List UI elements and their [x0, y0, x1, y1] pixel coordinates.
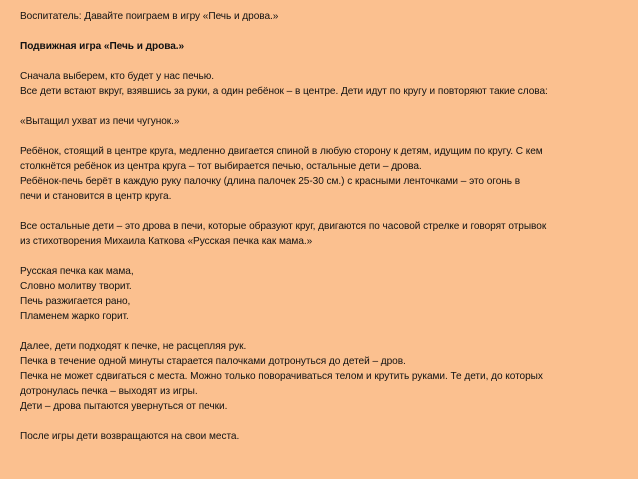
spacer — [20, 54, 628, 69]
spacer — [20, 414, 628, 429]
paragraph-line: Сначала выберем, кто будет у нас печью. — [20, 71, 215, 82]
spacer — [20, 24, 628, 39]
poem-line: Словно молитву творит. — [20, 281, 132, 292]
paragraph-line: из стихотворения Михаила Каткова «Русская печка как мама.» — [20, 236, 313, 247]
paragraph-line: дотронулась печка – выходят из игры. — [20, 386, 198, 397]
paragraph-line: печи и становится в центр круга. — [20, 191, 172, 202]
poem-line: Русская печка как мама, — [20, 266, 134, 277]
paragraph-line: Печка не может сдвигаться с места. Можно только поворачиваться телом и крутить руками. Те дети, до которых — [20, 371, 543, 382]
paragraph-line: Все остальные дети – это дрова в печи, которые образуют круг, двигаются по часовой стрелке и говорят отрывок — [20, 221, 547, 232]
poem-line: Пламенем жарко горит. — [20, 311, 129, 322]
game-heading: Подвижная игра «Печь и дрова.» — [20, 41, 185, 52]
paragraph-line: Дети – дрова пытаются увернуться от печки. — [20, 401, 228, 412]
poem-line: Печь разжигается рано, — [20, 296, 131, 307]
paragraph-line: Ребёнок-печь берёт в каждую руку палочку (длина палочек 25-30 см.) с красными ленточками – это огонь в — [20, 176, 521, 187]
chant-line: «Вытащил ухват из печи чугунок.» — [20, 116, 180, 127]
spacer — [20, 204, 628, 219]
intro-line: Воспитатель: Давайте поиграем в игру «Печь и дрова.» — [20, 11, 279, 22]
spacer — [20, 249, 628, 264]
paragraph-line: Далее, дети подходят к печке, не расцепляя рук. — [20, 341, 247, 352]
paragraph-line: Все дети встают вкруг, взявшись за руки, а один ребёнок – в центре. Дети идут по кругу и повторяют такие слова: — [20, 86, 548, 97]
paragraph-line: Печка в течение одной минуты старается палочками дотронуться до детей – дров. — [20, 356, 406, 367]
paragraph-line: Ребёнок, стоящий в центре круга, медленно двигается спиной в любую сторону к детям, идущим по кругу. С кем — [20, 146, 543, 157]
spacer — [20, 324, 628, 339]
paragraph-line: столкнётся ребёнок из центра круга – тот выбирается печью, остальные дети – дрова. — [20, 161, 422, 172]
closing-line: После игры дети возвращаются на свои места. — [20, 431, 240, 442]
spacer — [20, 99, 628, 114]
spacer — [20, 129, 628, 144]
